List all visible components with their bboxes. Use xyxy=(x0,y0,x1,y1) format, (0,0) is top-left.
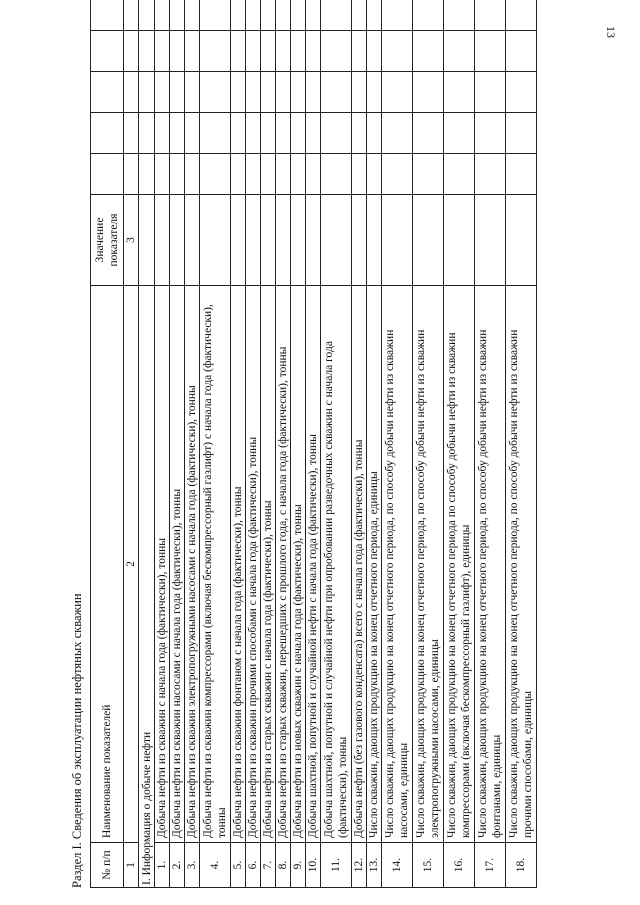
empty-cell xyxy=(367,154,382,195)
indicator-name: Добыча нефти из скважин с начала года (фактически), тонны xyxy=(155,286,170,843)
row-number: 6. xyxy=(246,843,261,888)
empty-cell xyxy=(506,154,537,195)
empty-cell xyxy=(200,0,231,31)
row-number: 7. xyxy=(261,843,276,888)
empty-cell xyxy=(306,72,321,113)
empty-cell xyxy=(413,31,444,72)
empty-cell xyxy=(276,31,291,72)
header-value: Значение показателя xyxy=(91,195,124,286)
empty-cell xyxy=(276,72,291,113)
indicator-value xyxy=(261,195,276,286)
empty-cell xyxy=(139,31,155,72)
empty-cell xyxy=(170,0,185,31)
empty-cell xyxy=(261,154,276,195)
row-number: 14. xyxy=(382,843,413,888)
empty-cell xyxy=(352,31,367,72)
row-number: 2. xyxy=(170,843,185,888)
empty-cell xyxy=(506,0,537,31)
empty-cell xyxy=(261,72,276,113)
empty-cell xyxy=(91,154,124,195)
row-number: 3. xyxy=(185,843,200,888)
indicator-value xyxy=(200,195,231,286)
empty-cell xyxy=(231,113,246,154)
empty-cell xyxy=(185,72,200,113)
rotated-page-content xyxy=(26,8,626,888)
empty-cell xyxy=(231,72,246,113)
row-number: 8. xyxy=(276,843,291,888)
empty-cell xyxy=(170,31,185,72)
empty-cell xyxy=(475,72,506,113)
empty-cell xyxy=(321,31,352,72)
empty-cell xyxy=(124,0,139,31)
table-row xyxy=(321,0,352,888)
empty-cell xyxy=(413,113,444,154)
row-number: 17. xyxy=(475,843,506,888)
table-row xyxy=(413,0,444,888)
column-number: 1 xyxy=(124,843,139,888)
empty-cell xyxy=(276,154,291,195)
empty-cell xyxy=(155,113,170,154)
indicator-name: Добыча нефти из старых скважин, перешедших с прошлого года, с начала года (фактически), тонны xyxy=(276,286,291,843)
empty-cell xyxy=(231,154,246,195)
empty-cell xyxy=(139,195,155,286)
empty-cell xyxy=(367,72,382,113)
empty-cell xyxy=(444,31,475,72)
empty-cell xyxy=(382,0,413,31)
empty-cell xyxy=(155,154,170,195)
indicator-name: Число скважин, дающих продукцию на конец отчетного периода, по способу добычи нефти из скважин электропогружными насосами, единицы xyxy=(413,286,444,843)
empty-cell xyxy=(246,72,261,113)
indicator-value xyxy=(246,195,261,286)
indicator-value xyxy=(413,195,444,286)
indicator-name: Число скважин, дающих продукцию на конец отчетного периода по способу добычи нефти из скважин компрессорами (включая бескомпрессорный газлифт), единицы xyxy=(444,286,475,843)
indicator-name: Число скважин, дающих продукцию на конец отчетного периода, по способу добычи нефти из скважин прочими способами, единицы xyxy=(506,286,537,843)
empty-cell xyxy=(231,31,246,72)
row-number: 15. xyxy=(413,843,444,888)
empty-cell xyxy=(246,154,261,195)
empty-cell xyxy=(276,113,291,154)
empty-cell xyxy=(155,72,170,113)
indicator-name: Добыча нефти из скважин электропогружными насосами с начала года (фактически), тонны xyxy=(185,286,200,843)
empty-cell xyxy=(506,72,537,113)
indicator-name: Добыча нефти из скважин компрессорами (включая бескомпрессорный газлифт) с начала года (фактически), тонны xyxy=(200,286,231,843)
empty-cell xyxy=(413,0,444,31)
table-row xyxy=(352,0,367,888)
empty-cell xyxy=(170,113,185,154)
row-number: 10. xyxy=(306,843,321,888)
indicator-name: Добыча нефти из скважин прочими способами с начала года (фактически), тонны xyxy=(246,286,261,843)
empty-cell xyxy=(124,72,139,113)
row-number: 12. xyxy=(352,843,367,888)
empty-cell xyxy=(475,0,506,31)
empty-cell xyxy=(444,113,475,154)
empty-cell xyxy=(200,154,231,195)
empty-cell xyxy=(170,154,185,195)
indicator-name: Добыча нефти (без газового конденсата) всего с начала года (фактически), тонны xyxy=(352,286,367,843)
empty-cell xyxy=(367,31,382,72)
empty-cell xyxy=(155,31,170,72)
header-num: № п/п xyxy=(91,843,124,888)
empty-cell xyxy=(139,0,155,31)
indicator-value xyxy=(306,195,321,286)
table-row xyxy=(475,0,506,888)
indicator-value xyxy=(155,195,170,286)
row-number: 13. xyxy=(367,843,382,888)
table-row xyxy=(261,0,276,888)
empty-cell xyxy=(261,31,276,72)
empty-cell xyxy=(506,31,537,72)
row-number: 18. xyxy=(506,843,537,888)
column-number-row xyxy=(124,0,139,888)
row-number: 11. xyxy=(321,843,352,888)
empty-cell xyxy=(185,31,200,72)
indicator-name: Добыча нефти из новых скважин с начала года (фактически), тонны xyxy=(291,286,306,843)
table-header-row xyxy=(91,0,124,888)
empty-cell xyxy=(352,154,367,195)
empty-cell xyxy=(321,113,352,154)
table-row xyxy=(155,0,170,888)
empty-cell xyxy=(291,72,306,113)
indicator-name: Число скважин, дающих продукцию на конец отчетного периода, по способу добычи нефти из скважин фонтанами, единицы xyxy=(475,286,506,843)
indicator-value xyxy=(506,195,537,286)
empty-cell xyxy=(91,113,124,154)
empty-cell xyxy=(291,31,306,72)
empty-cell xyxy=(246,113,261,154)
empty-cell xyxy=(139,154,155,195)
table-row xyxy=(276,0,291,888)
empty-cell xyxy=(382,72,413,113)
empty-cell xyxy=(306,0,321,31)
empty-cell xyxy=(246,31,261,72)
row-number: 5. xyxy=(231,843,246,888)
indicator-name: Число скважин, дающих продукцию на конец отчетного периода, единицы xyxy=(367,286,382,843)
section-title: Раздел I. Сведения об эксплуатации нефтяных скважин xyxy=(70,593,84,888)
indicator-value xyxy=(321,195,352,286)
indicator-name: Добыча нефти из скважин насосами с начала года (фактически), тонны xyxy=(170,286,185,843)
empty-cell xyxy=(382,113,413,154)
indicator-value xyxy=(291,195,306,286)
indicator-name: Число скважин, дающих продукцию на конец отчетного периода, по способу добычи нефти из скважин насосами, единицы xyxy=(382,286,413,843)
row-number: 4. xyxy=(200,843,231,888)
indicator-value xyxy=(352,195,367,286)
table-row xyxy=(200,0,231,888)
indicator-value xyxy=(475,195,506,286)
table-row xyxy=(382,0,413,888)
empty-cell xyxy=(367,0,382,31)
empty-cell xyxy=(475,31,506,72)
indicator-name: Добыча шахтной, попутной и случайной нефти при опробовании разведочных скважин с начала года (фактически), тонны xyxy=(321,286,352,843)
empty-cell xyxy=(200,31,231,72)
empty-cell xyxy=(444,0,475,31)
empty-cell xyxy=(124,31,139,72)
empty-cell xyxy=(382,31,413,72)
empty-cell xyxy=(91,31,124,72)
table-row xyxy=(367,0,382,888)
empty-cell xyxy=(91,72,124,113)
empty-cell xyxy=(261,0,276,31)
subsection-title: I. Информация о добыче нефти xyxy=(139,286,155,888)
empty-cell xyxy=(306,31,321,72)
empty-cell xyxy=(246,0,261,31)
column-number: 2 xyxy=(124,286,139,843)
table-body xyxy=(155,0,537,888)
row-number: 1. xyxy=(155,843,170,888)
empty-cell xyxy=(276,0,291,31)
table-row xyxy=(506,0,537,888)
empty-cell xyxy=(200,113,231,154)
empty-cell xyxy=(444,72,475,113)
column-number: 3 xyxy=(124,195,139,286)
table-row xyxy=(291,0,306,888)
empty-cell xyxy=(352,72,367,113)
table-row xyxy=(246,0,261,888)
indicator-name: Добыча нефти из скважин фонтаном с начала года (фактически), тонны xyxy=(231,286,246,843)
empty-cell xyxy=(155,0,170,31)
empty-cell xyxy=(352,113,367,154)
empty-cell xyxy=(321,154,352,195)
empty-cell xyxy=(139,113,155,154)
empty-cell xyxy=(185,113,200,154)
empty-cell xyxy=(170,72,185,113)
empty-cell xyxy=(475,113,506,154)
table-row xyxy=(444,0,475,888)
indicator-value xyxy=(382,195,413,286)
empty-cell xyxy=(506,113,537,154)
table-row xyxy=(231,0,246,888)
indicator-value xyxy=(444,195,475,286)
oil-wells-table xyxy=(90,0,537,888)
table-row xyxy=(170,0,185,888)
indicator-name: Добыча нефти из старых скважин с начала года (фактически), тонны xyxy=(261,286,276,843)
empty-cell xyxy=(291,0,306,31)
empty-cell xyxy=(475,154,506,195)
empty-cell xyxy=(185,154,200,195)
empty-cell xyxy=(444,154,475,195)
empty-cell xyxy=(306,113,321,154)
empty-cell xyxy=(139,72,155,113)
table-row xyxy=(185,0,200,888)
indicator-value xyxy=(367,195,382,286)
indicator-value xyxy=(170,195,185,286)
empty-cell xyxy=(261,113,276,154)
empty-cell xyxy=(413,154,444,195)
empty-cell xyxy=(291,154,306,195)
empty-cell xyxy=(231,0,246,31)
row-number: 16. xyxy=(444,843,475,888)
empty-cell xyxy=(185,0,200,31)
empty-cell xyxy=(367,113,382,154)
empty-cell xyxy=(352,0,367,31)
empty-cell xyxy=(124,113,139,154)
empty-cell xyxy=(124,154,139,195)
indicator-value xyxy=(185,195,200,286)
empty-cell xyxy=(321,0,352,31)
empty-cell xyxy=(382,154,413,195)
row-number: 9. xyxy=(291,843,306,888)
indicator-value xyxy=(276,195,291,286)
page-number: 13 xyxy=(604,26,618,38)
indicator-value xyxy=(231,195,246,286)
indicator-name: Добыча шахтной, попутной и случайной нефти с начала года (фактически), тонны xyxy=(306,286,321,843)
empty-cell xyxy=(413,72,444,113)
empty-cell xyxy=(321,72,352,113)
header-name: Наименование показателей xyxy=(91,286,124,843)
empty-cell xyxy=(200,72,231,113)
empty-cell xyxy=(291,113,306,154)
empty-cell xyxy=(306,154,321,195)
empty-cell xyxy=(91,0,124,31)
table-row xyxy=(306,0,321,888)
subsection-row xyxy=(139,0,155,888)
